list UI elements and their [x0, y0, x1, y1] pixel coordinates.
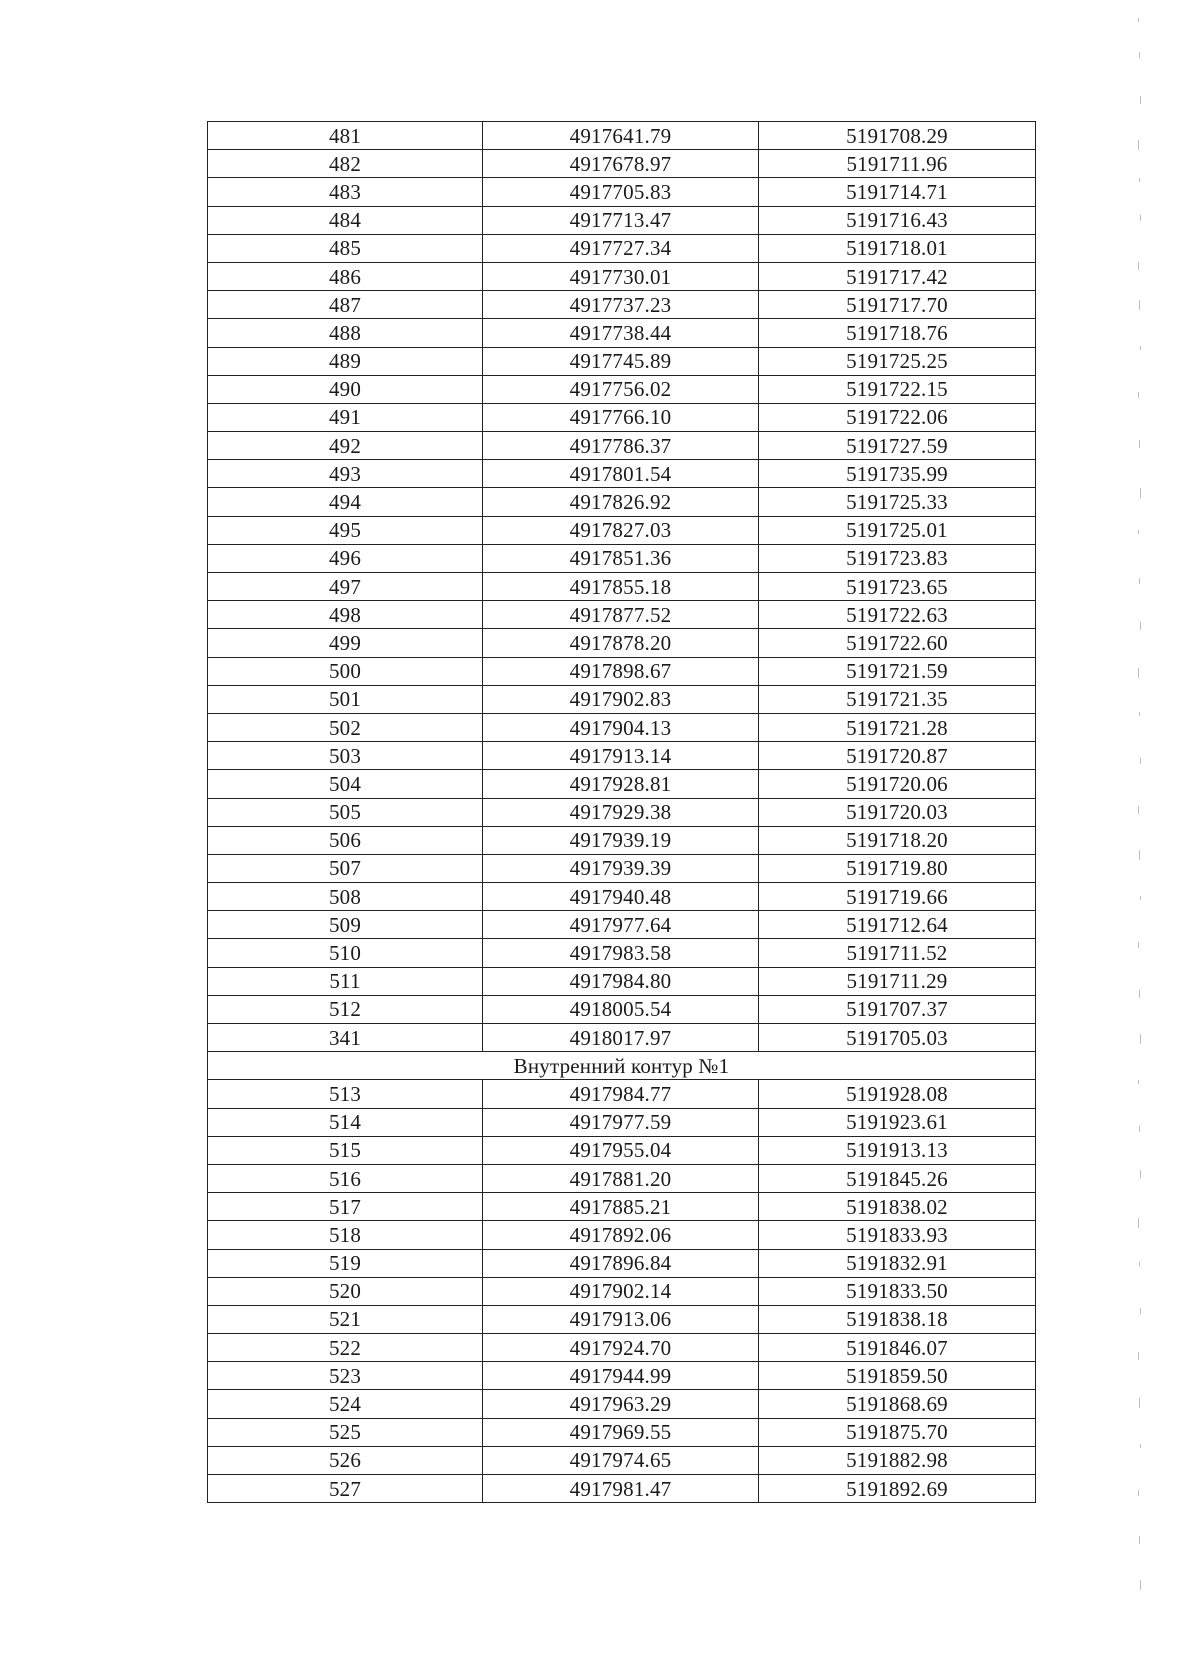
point-number-cell: 490: [208, 375, 483, 403]
point-number-cell: 503: [208, 742, 483, 770]
y-coordinate-cell: 5191716.43: [759, 206, 1036, 234]
x-coordinate-cell: 4917902.14: [483, 1277, 759, 1305]
x-coordinate-cell: 4917756.02: [483, 375, 759, 403]
table-row: [208, 657, 1036, 685]
y-coordinate-cell: 5191727.59: [759, 432, 1036, 460]
y-coordinate-cell: 5191882.98: [759, 1446, 1036, 1474]
x-coordinate-cell: 4917766.10: [483, 403, 759, 431]
point-number-cell: 487: [208, 291, 483, 319]
y-coordinate-cell: 5191721.35: [759, 685, 1036, 713]
scan-speck: [1139, 52, 1140, 58]
point-number-cell: 507: [208, 854, 483, 882]
y-coordinate-cell: 5191722.15: [759, 375, 1036, 403]
point-number-cell: 341: [208, 1024, 483, 1052]
table-row: [208, 1475, 1036, 1503]
point-number-cell: 485: [208, 234, 483, 262]
x-coordinate-cell: 4917984.77: [483, 1080, 759, 1108]
table-row: [208, 995, 1036, 1023]
point-number-cell: 524: [208, 1390, 483, 1418]
point-number-cell: 511: [208, 967, 483, 995]
section-header-row: [208, 1052, 1036, 1080]
table-row: [208, 1164, 1036, 1192]
x-coordinate-cell: 4917983.58: [483, 939, 759, 967]
table-row: [208, 826, 1036, 854]
point-number-cell: 525: [208, 1418, 483, 1446]
x-coordinate-cell: 4917801.54: [483, 460, 759, 488]
table-row: [208, 178, 1036, 206]
point-number-cell: 482: [208, 150, 483, 178]
table-row: [208, 403, 1036, 431]
y-coordinate-cell: 5191719.66: [759, 883, 1036, 911]
point-number-cell: 506: [208, 826, 483, 854]
x-coordinate-cell: 4917969.55: [483, 1418, 759, 1446]
y-coordinate-cell: 5191859.50: [759, 1362, 1036, 1390]
x-coordinate-cell: 4917881.20: [483, 1164, 759, 1192]
x-coordinate-cell: 4917913.14: [483, 742, 759, 770]
y-coordinate-cell: 5191735.99: [759, 460, 1036, 488]
x-coordinate-cell: 4917730.01: [483, 262, 759, 290]
point-number-cell: 481: [208, 122, 483, 150]
x-coordinate-cell: 4917738.44: [483, 319, 759, 347]
table-row: [208, 911, 1036, 939]
scan-speck: [1139, 712, 1140, 716]
table-row: [208, 1390, 1036, 1418]
x-coordinate-cell: 4917902.83: [483, 685, 759, 713]
y-coordinate-cell: 5191712.64: [759, 911, 1036, 939]
y-coordinate-cell: 5191832.91: [759, 1249, 1036, 1277]
point-number-cell: 526: [208, 1446, 483, 1474]
x-coordinate-cell: 4917892.06: [483, 1221, 759, 1249]
y-coordinate-cell: 5191717.70: [759, 291, 1036, 319]
y-coordinate-cell: 5191875.70: [759, 1418, 1036, 1446]
scan-speck: [1140, 1170, 1141, 1178]
table-row: [208, 291, 1036, 319]
scan-speck: [1140, 96, 1141, 104]
scan-speck: [1140, 1580, 1141, 1590]
table-row: [208, 629, 1036, 657]
y-coordinate-cell: 5191838.02: [759, 1193, 1036, 1221]
scan-edge-marks: [1138, 0, 1146, 1670]
y-coordinate-cell: 5191725.25: [759, 347, 1036, 375]
table-row: [208, 432, 1036, 460]
point-number-cell: 523: [208, 1362, 483, 1390]
table-row: [208, 319, 1036, 347]
point-number-cell: 520: [208, 1277, 483, 1305]
x-coordinate-cell: 4917827.03: [483, 516, 759, 544]
scan-speck: [1140, 758, 1141, 764]
x-coordinate-cell: 4917713.47: [483, 206, 759, 234]
scan-speck: [1140, 488, 1141, 498]
point-number-cell: 527: [208, 1475, 483, 1503]
table-row: [208, 1193, 1036, 1221]
x-coordinate-cell: 4918005.54: [483, 995, 759, 1023]
x-coordinate-cell: 4917826.92: [483, 488, 759, 516]
scan-speck: [1138, 1218, 1139, 1228]
point-number-cell: 501: [208, 685, 483, 713]
scan-speck: [1139, 1536, 1140, 1544]
y-coordinate-cell: 5191892.69: [759, 1475, 1036, 1503]
point-number-cell: 508: [208, 883, 483, 911]
table-row: [208, 234, 1036, 262]
y-coordinate-cell: 5191720.03: [759, 798, 1036, 826]
y-coordinate-cell: 5191868.69: [759, 1390, 1036, 1418]
point-number-cell: 521: [208, 1305, 483, 1333]
point-number-cell: 517: [208, 1193, 483, 1221]
y-coordinate-cell: 5191720.06: [759, 770, 1036, 798]
table-row: [208, 601, 1036, 629]
x-coordinate-cell: 4917885.21: [483, 1193, 759, 1221]
x-coordinate-cell: 4917678.97: [483, 150, 759, 178]
y-coordinate-cell: 5191719.80: [759, 854, 1036, 882]
table-row: [208, 713, 1036, 741]
point-number-cell: 519: [208, 1249, 483, 1277]
y-coordinate-cell: 5191722.63: [759, 601, 1036, 629]
table-row: [208, 854, 1036, 882]
scan-speck: [1138, 530, 1139, 534]
y-coordinate-cell: 5191711.96: [759, 150, 1036, 178]
point-number-cell: 502: [208, 713, 483, 741]
point-number-cell: 513: [208, 1080, 483, 1108]
table-row: [208, 1024, 1036, 1052]
scan-speck: [1140, 1444, 1141, 1448]
y-coordinate-cell: 5191722.60: [759, 629, 1036, 657]
x-coordinate-cell: 4917786.37: [483, 432, 759, 460]
table-row: [208, 1108, 1036, 1136]
scan-speck: [1139, 1262, 1140, 1266]
point-number-cell: 505: [208, 798, 483, 826]
table-row: [208, 1362, 1036, 1390]
x-coordinate-cell: 4917877.52: [483, 601, 759, 629]
table-row: [208, 939, 1036, 967]
y-coordinate-cell: 5191723.65: [759, 573, 1036, 601]
table-row: [208, 1446, 1036, 1474]
point-number-cell: 498: [208, 601, 483, 629]
table-row: [208, 122, 1036, 150]
x-coordinate-cell: 4917981.47: [483, 1475, 759, 1503]
scan-speck: [1138, 262, 1139, 270]
y-coordinate-cell: 5191833.93: [759, 1221, 1036, 1249]
table-row: [208, 1080, 1036, 1108]
point-number-cell: 514: [208, 1108, 483, 1136]
point-number-cell: 493: [208, 460, 483, 488]
x-coordinate-cell: 4917898.67: [483, 657, 759, 685]
y-coordinate-cell: 5191718.76: [759, 319, 1036, 347]
point-number-cell: 510: [208, 939, 483, 967]
point-number-cell: 522: [208, 1334, 483, 1362]
x-coordinate-cell: 4917896.84: [483, 1249, 759, 1277]
x-coordinate-cell: 4917939.19: [483, 826, 759, 854]
x-coordinate-cell: 4917904.13: [483, 713, 759, 741]
scan-speck: [1139, 990, 1140, 998]
scan-speck: [1139, 178, 1140, 182]
y-coordinate-cell: 5191708.29: [759, 122, 1036, 150]
point-number-cell: 509: [208, 911, 483, 939]
point-number-cell: 499: [208, 629, 483, 657]
scan-speck: [1138, 392, 1139, 398]
scan-speck: [1140, 1034, 1141, 1044]
point-number-cell: 488: [208, 319, 483, 347]
y-coordinate-cell: 5191833.50: [759, 1277, 1036, 1305]
scan-speck: [1138, 942, 1139, 948]
y-coordinate-cell: 5191720.87: [759, 742, 1036, 770]
x-coordinate-cell: 4917955.04: [483, 1136, 759, 1164]
scan-speck: [1139, 1126, 1140, 1132]
x-coordinate-cell: 4917928.81: [483, 770, 759, 798]
y-coordinate-cell: 5191711.52: [759, 939, 1036, 967]
table-row: [208, 150, 1036, 178]
point-number-cell: 491: [208, 403, 483, 431]
table-row: [208, 573, 1036, 601]
table-row: [208, 685, 1036, 713]
y-coordinate-cell: 5191913.13: [759, 1136, 1036, 1164]
coordinates-table-body: [208, 122, 1036, 1503]
table-row: [208, 1334, 1036, 1362]
coordinates-table: [207, 121, 1036, 1503]
x-coordinate-cell: 4917974.65: [483, 1446, 759, 1474]
point-number-cell: 496: [208, 544, 483, 572]
point-number-cell: 518: [208, 1221, 483, 1249]
x-coordinate-cell: 4917737.23: [483, 291, 759, 319]
point-number-cell: 512: [208, 995, 483, 1023]
table-row: [208, 347, 1036, 375]
y-coordinate-cell: 5191718.20: [759, 826, 1036, 854]
y-coordinate-cell: 5191721.28: [759, 713, 1036, 741]
y-coordinate-cell: 5191838.18: [759, 1305, 1036, 1333]
point-number-cell: 516: [208, 1164, 483, 1192]
point-number-cell: 500: [208, 657, 483, 685]
y-coordinate-cell: 5191718.01: [759, 234, 1036, 262]
table-row: [208, 460, 1036, 488]
scan-speck: [1140, 896, 1141, 900]
table-row: [208, 262, 1036, 290]
y-coordinate-cell: 5191725.33: [759, 488, 1036, 516]
x-coordinate-cell: 4918017.97: [483, 1024, 759, 1052]
x-coordinate-cell: 4917977.64: [483, 911, 759, 939]
y-coordinate-cell: 5191721.59: [759, 657, 1036, 685]
scan-speck: [1138, 140, 1139, 150]
x-coordinate-cell: 4917929.38: [483, 798, 759, 826]
y-coordinate-cell: 5191711.29: [759, 967, 1036, 995]
table-row: [208, 206, 1036, 234]
table-row: [208, 883, 1036, 911]
x-coordinate-cell: 4917939.39: [483, 854, 759, 882]
x-coordinate-cell: 4917924.70: [483, 1334, 759, 1362]
y-coordinate-cell: 5191705.03: [759, 1024, 1036, 1052]
y-coordinate-cell: 5191722.06: [759, 403, 1036, 431]
y-coordinate-cell: 5191725.01: [759, 516, 1036, 544]
scan-speck: [1139, 850, 1140, 860]
y-coordinate-cell: 5191845.26: [759, 1164, 1036, 1192]
table-row: [208, 1136, 1036, 1164]
point-number-cell: 497: [208, 573, 483, 601]
y-coordinate-cell: 5191714.71: [759, 178, 1036, 206]
table-row: [208, 1277, 1036, 1305]
point-number-cell: 515: [208, 1136, 483, 1164]
x-coordinate-cell: 4917940.48: [483, 883, 759, 911]
table-row: [208, 770, 1036, 798]
x-coordinate-cell: 4917944.99: [483, 1362, 759, 1390]
point-number-cell: 495: [208, 516, 483, 544]
table-row: [208, 798, 1036, 826]
y-coordinate-cell: 5191707.37: [759, 995, 1036, 1023]
scan-speck: [1138, 1490, 1139, 1496]
table-row: [208, 375, 1036, 403]
table-row: [208, 544, 1036, 572]
table-row: [208, 742, 1036, 770]
x-coordinate-cell: 4917745.89: [483, 347, 759, 375]
table-row: [208, 1418, 1036, 1446]
table-row: [208, 1305, 1036, 1333]
scan-speck: [1138, 18, 1139, 22]
x-coordinate-cell: 4917705.83: [483, 178, 759, 206]
scan-speck: [1140, 622, 1141, 630]
point-number-cell: 492: [208, 432, 483, 460]
y-coordinate-cell: 5191923.61: [759, 1108, 1036, 1136]
point-number-cell: 486: [208, 262, 483, 290]
x-coordinate-cell: 4917727.34: [483, 234, 759, 262]
scan-speck: [1138, 1080, 1139, 1084]
point-number-cell: 484: [208, 206, 483, 234]
point-number-cell: 504: [208, 770, 483, 798]
scan-speck: [1139, 440, 1140, 448]
section-title: Внутренний контур №1: [208, 1052, 1036, 1080]
table-row: [208, 516, 1036, 544]
scan-speck: [1139, 578, 1140, 584]
x-coordinate-cell: 4917963.29: [483, 1390, 759, 1418]
table-row: [208, 967, 1036, 995]
table-row: [208, 488, 1036, 516]
y-coordinate-cell: 5191723.83: [759, 544, 1036, 572]
table-row: [208, 1249, 1036, 1277]
scan-speck: [1139, 300, 1140, 310]
table-row: [208, 1221, 1036, 1249]
scan-speck: [1140, 346, 1141, 350]
scan-speck: [1140, 1308, 1141, 1314]
x-coordinate-cell: 4917855.18: [483, 573, 759, 601]
y-coordinate-cell: 5191928.08: [759, 1080, 1036, 1108]
x-coordinate-cell: 4917878.20: [483, 629, 759, 657]
x-coordinate-cell: 4917977.59: [483, 1108, 759, 1136]
scan-speck: [1138, 1352, 1139, 1360]
scan-speck: [1138, 806, 1139, 814]
point-number-cell: 489: [208, 347, 483, 375]
point-number-cell: 483: [208, 178, 483, 206]
scan-speck: [1138, 668, 1139, 678]
x-coordinate-cell: 4917984.80: [483, 967, 759, 995]
y-coordinate-cell: 5191717.42: [759, 262, 1036, 290]
x-coordinate-cell: 4917851.36: [483, 544, 759, 572]
y-coordinate-cell: 5191846.07: [759, 1334, 1036, 1362]
x-coordinate-cell: 4917641.79: [483, 122, 759, 150]
point-number-cell: 494: [208, 488, 483, 516]
scan-speck: [1140, 215, 1141, 221]
scan-speck: [1139, 1398, 1140, 1408]
x-coordinate-cell: 4917913.06: [483, 1305, 759, 1333]
